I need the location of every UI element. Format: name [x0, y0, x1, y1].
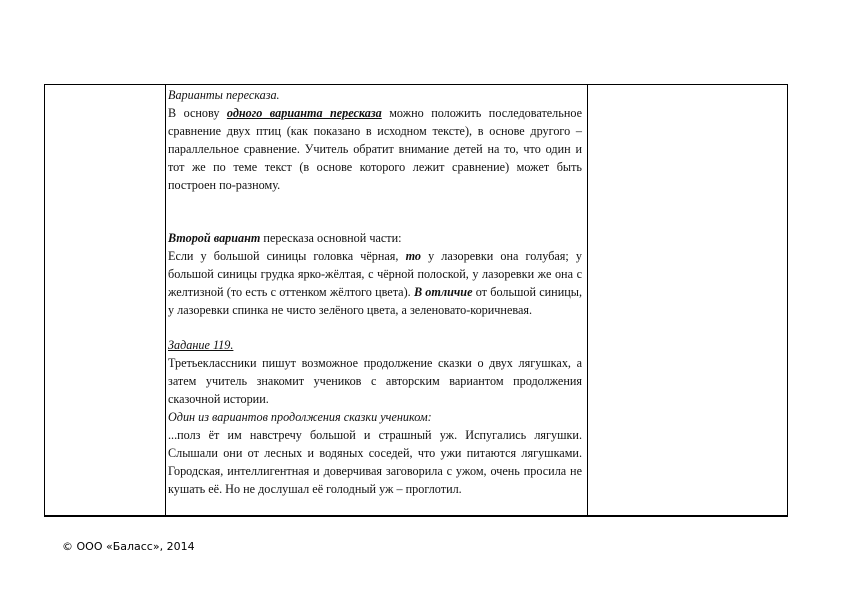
paragraph-second-variant [168, 247, 582, 319]
second-variant-heading [168, 229, 582, 247]
para2-otlichie: В отличие [413, 285, 473, 299]
second-variant-label: Второй вариант [168, 231, 261, 245]
para1-pre: В основу [168, 106, 227, 120]
para2-part-c: от большой синицы, у лазоревки спинка не чисто зелёного цвета, а зеленовато-коричневая. [168, 285, 582, 317]
student-text: ...полз ёт им навстречу большой и страшный уж. Испугались лягушки. Слышали они от лесных и водяных соседей, что ужи питаются лягушками. Городская, интеллигентная и доверчивая заговорила с ужом, очень просила не кушать её. Но не дослушал её голодный уж – проглотил. [168, 428, 582, 496]
copyright-footer: © ООО «Баласс», 2014 [62, 540, 195, 553]
para2-part-b: у лазоревки она голубая; у большой синицы грудка ярко-жёлтая, с чёрной полоской, у лазоревки же она с желтизной (то есть с оттенком жёлтого цвета). [168, 249, 582, 299]
paragraph-variants [168, 104, 582, 194]
para2-to: то [405, 249, 421, 263]
student-variant-label: Один из вариантов продолжения сказки учеником: [168, 410, 432, 424]
para2-part-a: Если у большой синицы головка чёрная, [168, 249, 406, 263]
middle-column-text [168, 86, 582, 498]
column-divider-right [587, 85, 588, 515]
second-variant-rest: пересказа основной части: [260, 231, 402, 245]
task-text: Третьеклассники пишут возможное продолжение сказки о двух лягушках, а затем учитель знакомит учеников с авторским вариантом продолжения сказочной истории. [168, 356, 582, 406]
para1-emphasis: одного варианта пересказа [226, 106, 382, 120]
task-label: Задание 119. [168, 338, 234, 352]
para1-post: можно положить последовательное сравнение двух птиц (как показано в исходном тексте), в основе другого – параллельное сравнение. Учитель обратит внимание детей на то, что один и тот же по теме текст (в основе которого лежит сравнение) может быть построен по-разному. [168, 106, 582, 192]
variants-heading: Варианты пересказа. [168, 88, 280, 102]
column-divider-left [165, 85, 166, 515]
